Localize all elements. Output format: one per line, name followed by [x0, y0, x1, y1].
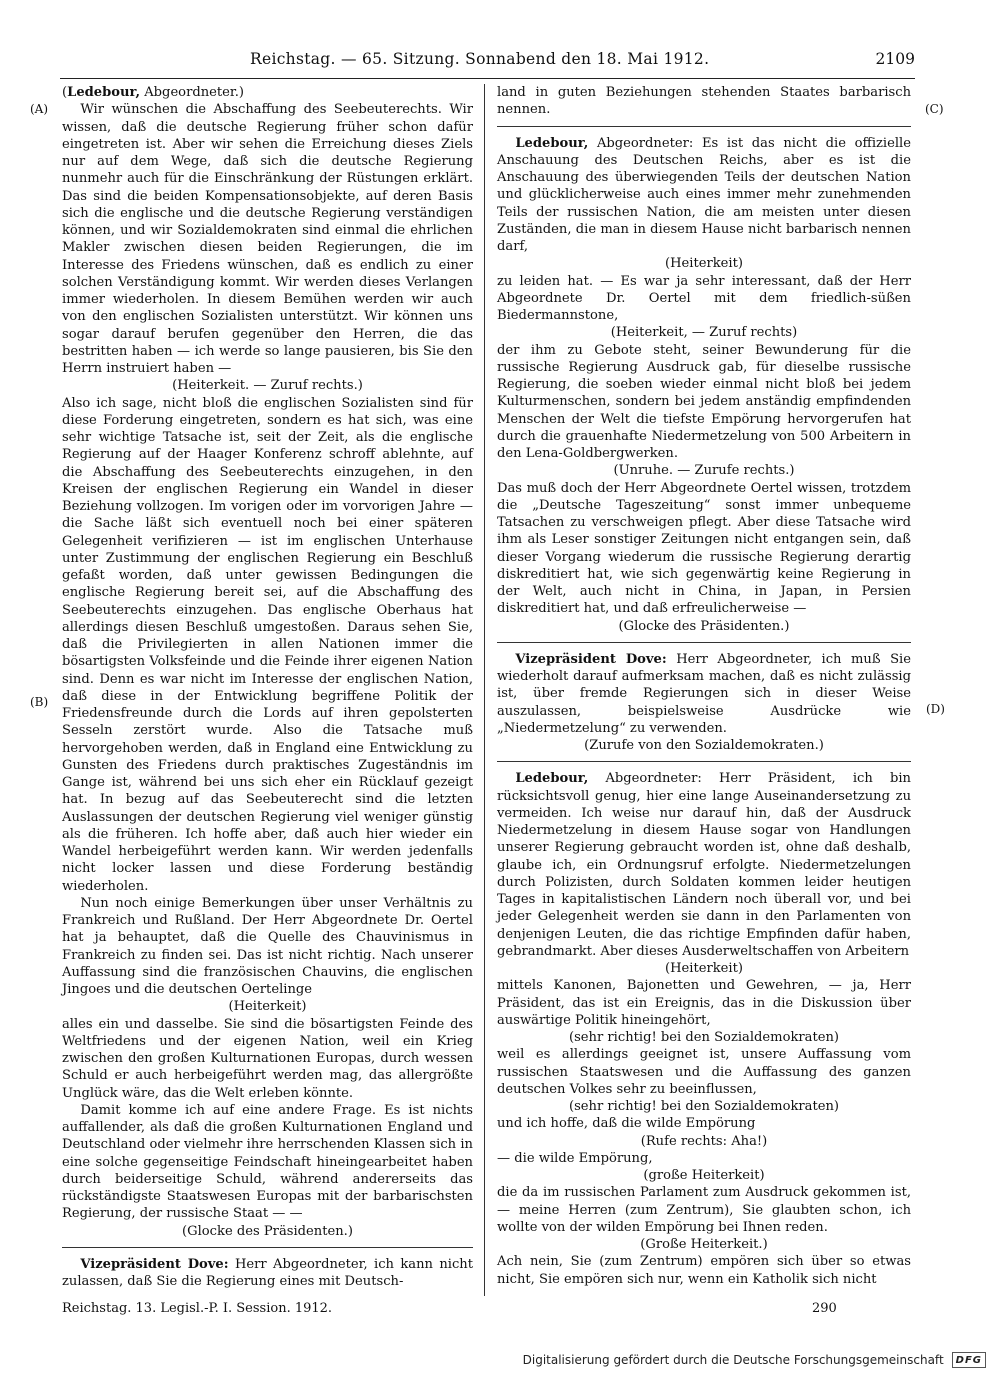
speaker-role: Abgeordneter: — [605, 771, 702, 787]
paragraph: Wir wünschen die Abschaffung des Seebeuterechts. Wir wissen, daß die deutsche Regierung früher schon dafür eingetreten ist. Aber wir sehen die Erreichung dieses Ziels nur auf dem Wege, daß sich die deutsche Regierung nunmehr auch für die Einschränkung der Rüstungen erklärt. Das sind die beiden Kompensationsobjekte, auf deren Basis sich die englische und die deutsche Regierung verständigen können, und wir Sozialdemokraten sind einmal die ehrlichen Makler zwischen diesen beiden Regierungen, die im Interesse des Friedens wünschen, daß es endlich zu einer solchen Verständigung kommt. Wir werden dieses Verlangen immer wiederholen. In diesem Bemühen werden wir auch von den englischen Sozialisten unterstützt. Wir können uns sogar darauf berufen gegenüber den Herren, die das bestritten haben — ich werde so lange pausieren, bis Sie den Herrn instruiert haben — — [62, 102, 473, 376]
margin-letter-b: (B) — [30, 695, 49, 709]
paragraph: und ich hoffe, daß die wilde Empörung — [497, 1116, 756, 1132]
speech-text: Herr Abgeordneter, ich kann nicht zulassen, daß Sie die Regierung eines mit Deutsch- — [62, 1256, 473, 1289]
interjection: (Heiterkeit. — Zuruf rechts.) — [172, 378, 363, 394]
paragraph: zu leiden hat. — Es war ja sehr interessant, daß der Herr Abgeordnete Dr. Oertel mit dem friedlich-süßen Biedermannstone, — [497, 273, 911, 323]
interjection: (Glocke des Präsidenten.) — [182, 1223, 353, 1239]
paragraph: Ach nein, Sie (zum Zentrum) empören sich über so etwas nicht, Sie empören sich nur, wenn ein Katholik sich nicht — [497, 1254, 911, 1287]
speaker-name: Vizepräsident Dove: — [515, 651, 667, 667]
footer-signature-number: 290 — [812, 1301, 837, 1316]
interjection: (sehr richtig! bei den Sozialdemokraten) — [568, 1099, 840, 1114]
speaker-name: Ledebour, — [515, 771, 589, 787]
page-header — [60, 50, 915, 79]
interjection: (Heiterkeit, — Zuruf rechts) — [610, 325, 798, 341]
paragraph: — die wilde Empörung, — [497, 1150, 653, 1166]
paragraph: die da im russischen Parlament zum Ausdruck gekommen ist, — meine Herren (zum Zentrum), Sie glaubten schon, ich wollte von der wilden Empörung bei Ihnen reden. — [497, 1185, 911, 1235]
continuation-header: (Ledebour, Abgeordneter.) — [62, 85, 244, 100]
paragraph: Also ich sage, nicht bloß die englischen Sozialisten sind für diese Forderung eingetreten, sondern es hat sich, was eine sehr wichtige Tatsache ist, seit der Zeit, als die englische Regierung auf der Haager Konferenz schroff ablehnte, auf die Abschaffung des Seebeuterechts einzugehen, in den Kreisen der englischen Regierung ein Wandel in dieser Beziehung vollzogen. Im vorigen oder im vorvorigen Jahre — die Sache läßt sich eventuell noch bei einer späteren Gelegenheit verifizieren — ist im englischen Unterhause unter Zustimmung der englischen Regierung ein Beschluß gefaßt worden, daß unter gewissen Bedingungen die englische Regierung bereit sei, auf die Abschaffung des Seebeuterechts einzugehen. Das englische Oberhaus hat allerdings diesen Beschluß umgestoßen. Daraus sehen Sie, daß die Privilegierten in allen Nationen immer die bösartigsten Volksfeinde und die Feinde ihrer eigenen Nation sind. Denn es war nicht im Interesse der englischen Nation, daß diese in der Entwicklung begriffene Politik der Friedensfreunde durch die Lords auf ihren gepolsterten Sesseln zerstört wurde. Also die Tatsache muß hervorgehoben werden, daß in England eine Entwicklung zu Gunsten des Friedens durch praktisches Zugeständnis im Gange ist, während bei uns sich eher ein Rücklauf gezeigt hat. In bezug auf das Seebeuterecht sind die letzten Auslassungen der deutschen Regierung viel weniger günstig als die früheren. Ich hoffe aber, daß auch hier wieder ein Wandel herbeigeführt werden kann. Wir werden jedenfalls nicht locker lassen und diese Forderung beständig wiederholen. — [62, 395, 473, 894]
speaker-separator — [497, 126, 911, 127]
margin-letter-c: (C) — [925, 102, 944, 116]
dfg-credit — [523, 1349, 986, 1371]
paragraph: weil es allerdings geeignet ist, unsere Auffassung vom russischen Staatswesen und die Auffassung des ganzen deutschen Volkes sehr zu beeinflussen, — [497, 1047, 911, 1097]
paragraph: alles ein und dasselbe. Sie sind die bösartigsten Feinde des Weltfriedens und der eigenen Nation, weil ein Krieg zwischen den großen Kulturnationen Europas, durch wessen Schuld er auch herbeigeführt werden mag, das allergrößte Unglück wäre, das die Welt erleben könnte. — [62, 1016, 473, 1101]
footer-session-info: Reichstag. 13. Legisl.-P. I. Session. 1912. — [62, 1301, 333, 1316]
speaker-role: Abgeordneter.) — [144, 85, 244, 100]
speaker-separator — [497, 642, 911, 643]
paragraph: Das muß doch der Herr Abgeordnete Oertel wissen, trotzdem die „Deutsche Tageszeitung“ sonst immer unbequeme Tatsachen zu verschweigen pflegt. Aber diese Tatsache wird ihm als Leser sonstiger Zeitungen nicht entgangen sein, daß dieser Vorgang wiederum die russische Regierung derartig diskreditiert hat, wie sich gegenwärtig keine Regierung in der Welt, auch nicht in China, in Japan, in Persien diskreditiert hat, und daß erfreulicherweise — — [497, 480, 911, 617]
right-column — [497, 84, 911, 1288]
speech-ledebour — [497, 135, 911, 256]
interjection: (Unruhe. — Zurufe rechts.) — [613, 463, 795, 479]
speech-vicepresident — [497, 651, 911, 737]
paragraph: der ihm zu Gebote steht, seiner Bewunderung für die russische Regierung Ausdruck gab, für dieselbe russische Regierung, die soeben wieder einmal nicht bloß bei jedem Kulturmenschen, sondern bei jedem anständig empfindenden Menschen der Welt die tiefste Empörung hervorgerufen hat durch die grauenhafte Niedermetzelung von 500 Arbeitern in den Lena-Goldbergwerken. — [497, 342, 911, 461]
interjection: (Große Heiterkeit.) — [640, 1237, 768, 1252]
speech-vicepresident — [62, 1256, 473, 1291]
speaker-separator — [62, 1247, 473, 1248]
speaker-separator — [497, 761, 911, 762]
paragraph: mittels Kanonen, Bajonetten und Gewehren, — ja, Herr Präsident, das ist ein Ereignis, das in die Diskussion über auswärtige Politik hineingehört, — [497, 978, 911, 1028]
margin-letter-a: (A) — [30, 102, 49, 116]
interjection: (Heiterkeit) — [228, 999, 307, 1015]
paragraph: land in guten Beziehungen stehenden Staates barbarisch nennen. — [497, 85, 911, 118]
interjection: (sehr richtig! bei den Sozialdemokraten) — [568, 1030, 840, 1045]
dfg-logo-icon: DFG — [952, 1352, 986, 1368]
column-divider — [484, 84, 485, 1296]
speaker-name: Vizepräsident Dove: — [80, 1256, 229, 1272]
paragraph: Damit komme ich auf eine andere Frage. Es ist nichts auffallender, als daß die großen Kulturnationen England und Deutschland oder vielmehr ihre herrschenden Klassen sich in eine solche gegenseitige Feindschaft hineingearbeitet haben durch beiderseitige Schuld, während andererseits das rückständigste Staatswesen Europas mit der barbarischsten Regierung, der russische Staat — — — [62, 1102, 473, 1222]
interjection: (große Heiterkeit) — [643, 1168, 765, 1183]
paragraph: Nun noch einige Bemerkungen über unser Verhältnis zu Frankreich und Rußland. Der Herr Abgeordnete Dr. Oertel hat ja behauptet, daß die Quelle des Chauvinismus in Frankreich zu finden sei. Das ist nicht richtig. Nach unserer Auffassung sind die französischen Chauvins, die englischen Jingoes und die deutschen Oertelinge — [62, 895, 473, 997]
speaker-role: Abgeordneter: — [596, 135, 694, 151]
interjection: (Zurufe von den Sozialdemokraten.) — [584, 738, 824, 753]
page-number: 2109 — [875, 50, 915, 68]
interjection: (Heiterkeit) — [665, 961, 743, 976]
left-column — [62, 84, 473, 1290]
speech-ledebour — [497, 770, 911, 960]
interjection: (Rufe rechts: Aha!) — [640, 1133, 768, 1149]
interjection: (Heiterkeit) — [665, 256, 743, 272]
running-title: Reichstag. — 65. Sitzung. Sonnabend den 18. Mai 1912. — [250, 50, 710, 68]
speaker-name: Ledebour, — [515, 135, 589, 151]
speech-text: Herr Präsident, ich bin rücksichtsvoll genug, hier eine lange Auseinandersetzung zu vermeiden. Ich weise nur darauf hin, daß der Ausdruck Niedermetzelung in diesem Hause sogar von Handlungen unserer Regierung gebraucht worden ist, ohne daß deshalb, glaube ich, ein Ordnungsruf erfolgte. Niedermetzelungen durch Polizisten, durch Soldaten kommen leider heutigen Tages in kapitalistischen Ländern noch überall vor, und bei jeder Gelegenheit werden sie dann in den Parlamenten von denjenigen Leuten, die das richtige Empfinden dafür haben, gebrandmarkt. Aber dieses Ausderweltschaffen von Arbeitern — [497, 771, 911, 959]
speaker-name: Ledebour, — [67, 85, 141, 100]
speech-text: Herr Abgeordneter, ich muß Sie wiederholt darauf aufmerksam machen, daß es nicht zulässig ist, über fremde Regierungen sich in dieser Weise auszulassen, beispielsweise Ausdrücke wie „Niedermetzelung“ zu verwenden. — [497, 651, 911, 736]
interjection: (Glocke des Präsidenten.) — [618, 618, 790, 634]
margin-letter-d: (D) — [926, 702, 945, 716]
speech-text: Es ist das nicht die offizielle Anschauung des Deutschen Reichs, aber es ist die Anschauung des überwiegenden Teils der deutschen Nation und glücklicherweise auch eines immer mehr zunehmenden Teils der russischen Nation, die am meisten unter diesen Zuständen, die man in diesem Hause nicht barbarisch nennen darf, — [497, 135, 911, 254]
dfg-credit-text: Digitalisierung gefördert durch die Deutsche Forschungsgemeinschaft — [522, 1353, 944, 1367]
